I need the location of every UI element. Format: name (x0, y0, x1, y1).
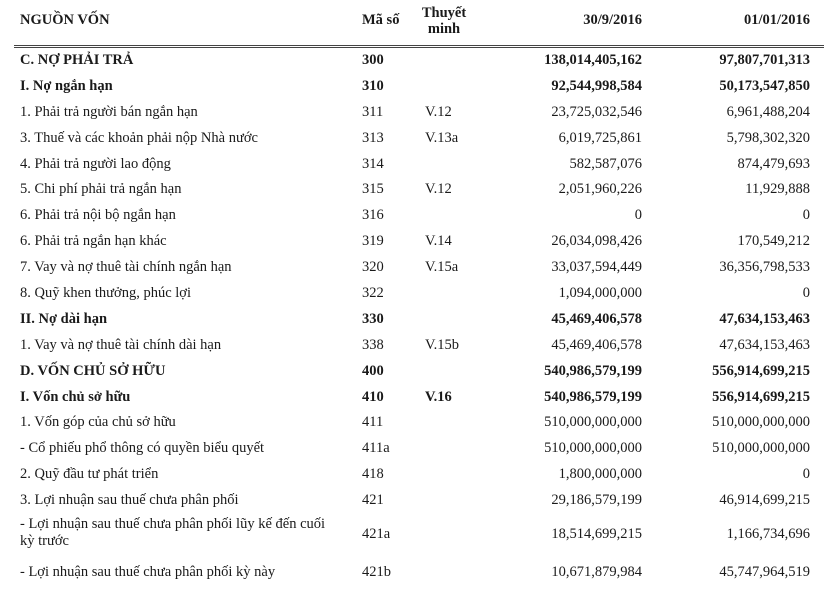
table-row (0, 74, 840, 100)
table-row (0, 126, 840, 152)
row-value-2016-09-30: 1,094,000,000 (558, 285, 642, 302)
row-code: 410 (362, 388, 384, 405)
row-name: - Lợi nhuận sau thuế chưa phân phối lũy kế đến cuối kỳ trước (20, 516, 326, 550)
table-row (0, 100, 840, 126)
table-row (0, 359, 840, 385)
row-value-2016-09-30: 510,000,000,000 (544, 414, 642, 431)
row-value-2016-09-30: 540,986,579,199 (544, 362, 642, 379)
row-name: 6. Phải trả nội bộ ngắn hạn (20, 207, 176, 224)
row-value-2016-09-30: 45,469,406,578 (551, 310, 642, 327)
header-name: NGUỒN VỐN (20, 12, 110, 28)
row-value-2016-09-30: 0 (634, 207, 642, 224)
header-col1: 30/9/2016 (583, 12, 642, 28)
row-value-2016-01-01: 5,798,302,320 (726, 129, 810, 146)
row-value-2016-09-30: 29,186,579,199 (551, 492, 642, 509)
row-value-2016-01-01: 510,000,000,000 (712, 440, 810, 457)
row-name: - Cổ phiếu phổ thông có quyền biểu quyết (20, 440, 265, 457)
row-value-2016-01-01: 50,173,547,850 (719, 77, 810, 94)
table-row (0, 514, 840, 560)
row-code: 338 (362, 336, 384, 353)
row-value-2016-01-01: 36,356,798,533 (719, 259, 810, 276)
table-row (0, 410, 840, 436)
row-name: I. Nợ ngắn hạn (20, 77, 113, 94)
row-name: I. Vốn chủ sở hữu (20, 388, 131, 405)
row-value-2016-01-01: 874,479,693 (737, 155, 810, 172)
row-value-2016-09-30: 26,034,098,426 (551, 233, 642, 250)
row-name: - Lợi nhuận sau thuế chưa phân phối kỳ này (20, 564, 276, 581)
row-value-2016-09-30: 23,725,032,546 (551, 103, 642, 120)
row-value-2016-09-30: 582,587,076 (569, 155, 642, 172)
table-row (0, 255, 840, 281)
row-value-2016-01-01: 510,000,000,000 (712, 414, 810, 431)
row-code: 300 (362, 52, 384, 68)
row-value-2016-09-30: 92,544,998,584 (551, 77, 642, 94)
row-note: V.16 (425, 388, 452, 405)
table-header (0, 0, 840, 44)
table-row (0, 229, 840, 255)
row-code: 400 (362, 362, 384, 379)
row-value-2016-09-30: 18,514,699,215 (551, 526, 642, 543)
row-value-2016-01-01: 556,914,699,215 (712, 362, 810, 379)
row-value-2016-01-01: 97,807,701,313 (719, 52, 810, 68)
row-note: V.14 (425, 233, 452, 250)
row-code: 316 (362, 207, 384, 224)
row-code: 411a (362, 440, 390, 457)
row-note: V.12 (425, 103, 452, 120)
row-value-2016-01-01: 0 (802, 207, 810, 224)
row-value-2016-01-01: 45,747,964,519 (719, 564, 810, 581)
row-name: 6. Phải trả ngắn hạn khác (20, 233, 167, 250)
row-value-2016-01-01: 6,961,488,204 (726, 103, 810, 120)
row-name: 3. Lợi nhuận sau thuế chưa phân phối (20, 492, 239, 509)
header-code: Mã số (362, 12, 400, 28)
row-code: 320 (362, 259, 384, 276)
table-body (0, 48, 840, 586)
table-row (0, 281, 840, 307)
table-row (0, 203, 840, 229)
row-value-2016-01-01: 11,929,888 (745, 181, 810, 198)
table-row (0, 48, 840, 74)
row-value-2016-01-01: 47,634,153,463 (719, 336, 810, 353)
row-value-2016-01-01: 1,166,734,696 (726, 526, 810, 543)
row-code: 330 (362, 310, 384, 327)
header-col2: 01/01/2016 (743, 12, 810, 28)
row-name: 5. Chi phí phải trả ngắn hạn (20, 181, 182, 198)
row-code: 315 (362, 181, 384, 198)
row-name: 2. Quỹ đầu tư phát triển (20, 466, 159, 483)
row-value-2016-09-30: 510,000,000,000 (544, 440, 642, 457)
row-note: V.15b (425, 336, 459, 353)
row-code: 310 (362, 77, 384, 94)
row-value-2016-09-30: 1,800,000,000 (558, 466, 642, 483)
row-note: V.15a (425, 259, 459, 276)
row-name: D. VỐN CHỦ SỞ HỮU (20, 362, 166, 379)
row-value-2016-09-30: 10,671,879,984 (551, 564, 642, 581)
row-code: 311 (362, 103, 384, 120)
row-value-2016-09-30: 6,019,725,861 (558, 129, 642, 146)
row-name: 1. Vốn góp của chủ sở hữu (20, 414, 176, 431)
row-value-2016-01-01: 0 (802, 466, 810, 483)
row-code: 421a (362, 526, 391, 543)
row-note: V.12 (425, 181, 452, 198)
table-row (0, 307, 840, 333)
row-name: II. Nợ dài hạn (20, 310, 108, 327)
row-code: 418 (362, 466, 384, 483)
row-name: 1. Phải trả người bán ngắn hạn (20, 103, 198, 120)
row-value-2016-01-01: 170,549,212 (737, 233, 810, 250)
table-row (0, 385, 840, 411)
row-value-2016-09-30: 33,037,594,449 (551, 259, 642, 276)
row-value-2016-09-30: 540,986,579,199 (544, 388, 642, 405)
row-code: 411 (362, 414, 384, 431)
row-name: C. NỢ PHẢI TRẢ (20, 52, 134, 68)
row-code: 322 (362, 285, 384, 302)
header-rule (14, 45, 824, 46)
row-code: 313 (362, 129, 384, 146)
row-name: 4. Phải trả người lao động (20, 155, 171, 172)
table-row (0, 333, 840, 359)
row-value-2016-01-01: 556,914,699,215 (712, 388, 810, 405)
row-code: 314 (362, 155, 384, 172)
row-value-2016-09-30: 138,014,405,162 (544, 52, 642, 68)
header-note: Thuyết minh (421, 5, 467, 37)
table-row (0, 462, 840, 488)
row-value-2016-09-30: 2,051,960,226 (558, 181, 642, 198)
row-value-2016-01-01: 47,634,153,463 (719, 310, 810, 327)
row-value-2016-01-01: 46,914,699,215 (719, 492, 810, 509)
table-row (0, 560, 840, 586)
table-row (0, 177, 840, 203)
row-value-2016-01-01: 0 (802, 285, 810, 302)
row-name: 1. Vay và nợ thuê tài chính dài hạn (20, 336, 222, 353)
row-name: 7. Vay và nợ thuê tài chính ngắn hạn (20, 259, 232, 276)
row-name: 8. Quỹ khen thưởng, phúc lợi (20, 285, 191, 302)
table-row (0, 488, 840, 514)
row-code: 319 (362, 233, 384, 250)
row-code: 421b (362, 564, 391, 581)
row-name: 3. Thuế và các khoản phải nộp Nhà nước (20, 129, 258, 146)
row-note: V.13a (425, 129, 459, 146)
row-value-2016-09-30: 45,469,406,578 (551, 336, 642, 353)
row-code: 421 (362, 492, 384, 509)
table-row (0, 152, 840, 178)
table-row (0, 436, 840, 462)
